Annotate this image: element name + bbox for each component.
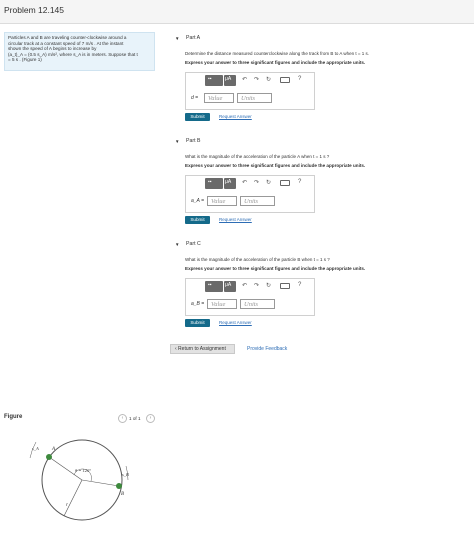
request-answer-link[interactable]: Request Answer	[219, 217, 252, 222]
top-bar	[0, 0, 474, 24]
undo-icon[interactable]: ↶	[242, 77, 248, 83]
keyboard-icon[interactable]	[280, 283, 290, 289]
provide-feedback-link[interactable]: Provide Feedback	[247, 346, 288, 352]
reset-icon[interactable]: ↻	[266, 180, 272, 186]
var-label: d =	[191, 95, 199, 101]
part-b	[168, 137, 470, 227]
part-c-question: What is the magnitude of the acceleration of the particle B when t = 1 s ?	[185, 257, 330, 262]
part-a-instruction: Express your answer to three significant figures and include the appropriate units.	[185, 60, 366, 65]
statement-line: circular track at a constant speed of 7 m/s . At the instant	[8, 40, 124, 46]
template-button[interactable]	[205, 178, 223, 189]
part-a	[168, 34, 470, 124]
var-label: a_A =	[191, 198, 205, 204]
part-b-title: Part B	[186, 138, 201, 144]
particle-b	[116, 483, 122, 489]
reset-icon[interactable]: ↻	[266, 77, 272, 83]
undo-icon[interactable]: ↶	[242, 283, 248, 289]
greek-button[interactable]	[224, 178, 236, 189]
template-icon: ▪▪	[208, 76, 212, 82]
submit-button[interactable]: Submit	[185, 113, 210, 121]
submit-button[interactable]: Submit	[185, 319, 210, 327]
greek-label: μA	[225, 179, 232, 185]
problem-title: Problem 12.145	[4, 5, 65, 15]
collapse-caret-icon[interactable]: ▼	[175, 242, 180, 247]
problem-statement	[4, 32, 155, 71]
particle-a	[46, 454, 52, 460]
var-label: a_B =	[191, 301, 205, 307]
collapse-caret-icon[interactable]: ▼	[175, 36, 180, 41]
label-angle: θ = 120°	[75, 468, 92, 473]
track-diagram	[0, 428, 160, 540]
return-to-assignment-button[interactable]: ‹ Return to Assignment	[170, 344, 235, 354]
help-icon[interactable]: ?	[298, 282, 302, 288]
part-c-instruction: Express your answer to three significant figures and include the appropriate units.	[185, 266, 366, 271]
label-b: B	[121, 492, 125, 497]
part-a-header[interactable]	[168, 34, 470, 44]
units-input[interactable]: Units	[240, 299, 275, 309]
greek-button[interactable]	[224, 281, 236, 292]
statement-line: = 5 s . (Figure 1)	[8, 57, 42, 63]
keyboard-icon[interactable]	[280, 77, 290, 83]
part-b-header[interactable]	[168, 137, 470, 147]
template-icon: ▪▪	[208, 179, 212, 185]
collapse-caret-icon[interactable]: ▼	[175, 139, 180, 144]
figure-pager	[118, 414, 154, 424]
value-input[interactable]: Value	[204, 93, 234, 103]
help-icon[interactable]: ?	[298, 76, 302, 82]
radius-r	[64, 480, 82, 516]
greek-label: μA	[225, 76, 232, 82]
figure-page-count: 1 of 1	[129, 416, 141, 421]
greek-label: μA	[225, 282, 232, 288]
template-icon: ▪▪	[208, 282, 212, 288]
label-a: A	[52, 447, 56, 452]
keyboard-icon[interactable]	[280, 180, 290, 186]
reset-icon[interactable]: ↻	[266, 283, 272, 289]
units-input[interactable]: Units	[240, 196, 275, 206]
greek-button[interactable]	[224, 75, 236, 86]
part-c	[168, 240, 470, 330]
statement-line: Particles A and B are traveling counter-clockwise around a	[8, 35, 127, 40]
part-c-title: Part C	[186, 241, 201, 247]
prev-figure-button[interactable]: ‹	[118, 414, 127, 423]
part-b-question: What is the magnitude of the acceleration of the particle A when t = 1 s ?	[185, 154, 330, 159]
help-icon[interactable]: ?	[298, 179, 302, 185]
figure-diagram	[0, 428, 160, 540]
units-input[interactable]: Units	[237, 93, 272, 103]
statement-line: shown the speed of A begins to increase by	[8, 46, 97, 52]
label-sa: s_A	[32, 446, 39, 451]
part-a-answer-box	[185, 72, 315, 110]
value-input[interactable]: Value	[207, 196, 237, 206]
redo-icon[interactable]: ↷	[254, 77, 260, 83]
figure-label: Figure	[4, 414, 23, 420]
part-b-instruction: Express your answer to three significant figures and include the appropriate units.	[185, 163, 366, 168]
template-button[interactable]	[205, 281, 223, 292]
template-button[interactable]	[205, 75, 223, 86]
part-a-question: Determine the distance measured counterclockwise along the track from B to A when t = 1 s.	[185, 51, 369, 56]
redo-icon[interactable]: ↷	[254, 180, 260, 186]
radius-to-b	[82, 480, 119, 486]
part-a-title: Part A	[186, 35, 201, 41]
undo-icon[interactable]: ↶	[242, 180, 248, 186]
request-answer-link[interactable]: Request Answer	[219, 114, 252, 119]
submit-button[interactable]: Submit	[185, 216, 210, 224]
statement-line: (a_t)_A = (0.5 s_A) m/s², where s_A is in meters. Suppose that t	[8, 51, 138, 57]
label-r: r	[66, 503, 68, 508]
part-b-answer-box	[185, 175, 315, 213]
label-sb: s_B	[122, 472, 129, 477]
redo-icon[interactable]: ↷	[254, 283, 260, 289]
next-figure-button[interactable]: ›	[146, 414, 155, 423]
part-c-answer-box	[185, 278, 315, 316]
request-answer-link[interactable]: Request Answer	[219, 320, 252, 325]
value-input[interactable]: Value	[207, 299, 237, 309]
part-c-header[interactable]	[168, 240, 470, 250]
